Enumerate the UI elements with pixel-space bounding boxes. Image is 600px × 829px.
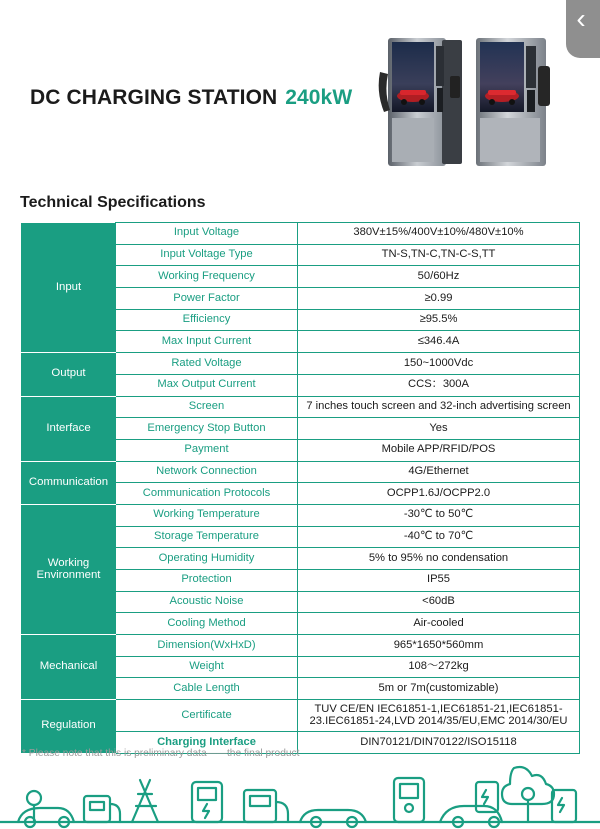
param-cell: Rated Voltage bbox=[116, 353, 298, 375]
param-cell: Cable Length bbox=[116, 678, 298, 700]
param-cell: Working Frequency bbox=[116, 266, 298, 288]
back-button[interactable] bbox=[566, 0, 600, 58]
ev-charging-illustration bbox=[0, 760, 600, 829]
param-cell: Acoustic Noise bbox=[116, 591, 298, 613]
param-cell: Communication Protocols bbox=[116, 483, 298, 505]
param-cell: Working Temperature bbox=[116, 504, 298, 526]
param-cell: Storage Temperature bbox=[116, 526, 298, 548]
value-cell: -40℃ to 70℃ bbox=[298, 526, 580, 548]
param-cell: Network Connection bbox=[116, 461, 298, 483]
group-label: Mechanical bbox=[22, 635, 116, 700]
table-row bbox=[22, 635, 580, 657]
param-cell: Screen bbox=[116, 396, 298, 418]
value-cell: ≥95.5% bbox=[298, 309, 580, 331]
param-cell: Cooling Method bbox=[116, 613, 298, 635]
param-cell: Operating Humidity bbox=[116, 548, 298, 570]
value-cell: Air-cooled bbox=[298, 613, 580, 635]
title-text: DC CHARGING STATION bbox=[30, 86, 278, 109]
value-cell: -30℃ to 50℃ bbox=[298, 504, 580, 526]
group-label: Regulation bbox=[22, 700, 116, 754]
table-row bbox=[22, 504, 580, 526]
value-cell: ≤346.4A bbox=[298, 331, 580, 353]
param-cell: Protection bbox=[116, 570, 298, 592]
table-row bbox=[22, 353, 580, 375]
spec-table bbox=[21, 222, 580, 754]
value-cell: TN-S,TN-C,TN-C-S,TT bbox=[298, 244, 580, 266]
value-cell: 108～272kg bbox=[298, 656, 580, 678]
value-cell: 150~1000Vdc bbox=[298, 353, 580, 375]
section-title: Technical Specifications bbox=[20, 194, 206, 211]
param-cell: Dimension(WxHxD) bbox=[116, 635, 298, 657]
table-row bbox=[22, 461, 580, 483]
value-cell: 5m or 7m(customizable) bbox=[298, 678, 580, 700]
value-cell: DIN70121/DIN70122/ISO15118 bbox=[298, 732, 580, 754]
back-chevron-icon: ‹ bbox=[576, 3, 586, 34]
value-cell: Mobile APP/RFID/POS bbox=[298, 439, 580, 461]
param-cell: Max Output Current bbox=[116, 374, 298, 396]
value-cell: ≥0.99 bbox=[298, 288, 580, 310]
value-cell: IP55 bbox=[298, 570, 580, 592]
table-row bbox=[22, 396, 580, 418]
power-rating: 240kW bbox=[285, 86, 353, 109]
page-title bbox=[30, 86, 352, 110]
value-cell: OCPP1.6J/OCPP2.0 bbox=[298, 483, 580, 505]
value-cell: <60dB bbox=[298, 591, 580, 613]
value-cell: 380V±15%/400V±10%/480V±10% bbox=[298, 223, 580, 245]
group-label: Interface bbox=[22, 396, 116, 461]
value-cell: Yes bbox=[298, 418, 580, 440]
param-cell: Weight bbox=[116, 656, 298, 678]
param-cell: Certificate bbox=[116, 700, 298, 732]
charging-station-image-left bbox=[378, 36, 466, 170]
param-cell: Emergency Stop Button bbox=[116, 418, 298, 440]
value-cell: TUV CE/EN IEC61851-1,IEC61851-21,IEC61851-23.IEC61851-24,LVD 2014/35/EU,EMC 2014/30/EU bbox=[298, 700, 580, 732]
value-cell: 4G/Ethernet bbox=[298, 461, 580, 483]
table-row bbox=[22, 700, 580, 732]
group-label: Input bbox=[22, 223, 116, 353]
param-cell: Input Voltage bbox=[116, 223, 298, 245]
param-cell: Max Input Current bbox=[116, 331, 298, 353]
value-cell: 5% to 95% no condensation bbox=[298, 548, 580, 570]
value-cell: CCS：300A bbox=[298, 374, 580, 396]
param-cell: Efficiency bbox=[116, 309, 298, 331]
param-cell: Power Factor bbox=[116, 288, 298, 310]
value-cell: 50/60Hz bbox=[298, 266, 580, 288]
param-cell: Input Voltage Type bbox=[116, 244, 298, 266]
table-row bbox=[22, 223, 580, 245]
group-label: Communication bbox=[22, 461, 116, 504]
value-cell: 7 inches touch screen and 32-inch advertising screen bbox=[298, 396, 580, 418]
param-cell: Payment bbox=[116, 439, 298, 461]
param-cell: Charging Interface bbox=[116, 732, 298, 754]
value-cell: 965*1650*560mm bbox=[298, 635, 580, 657]
disclaimer-note: * Please note that this is preliminary data——the final product bbox=[22, 748, 300, 759]
group-label: Working Environment bbox=[22, 504, 116, 634]
group-label: Output bbox=[22, 353, 116, 396]
charging-station-image-right bbox=[470, 36, 556, 170]
